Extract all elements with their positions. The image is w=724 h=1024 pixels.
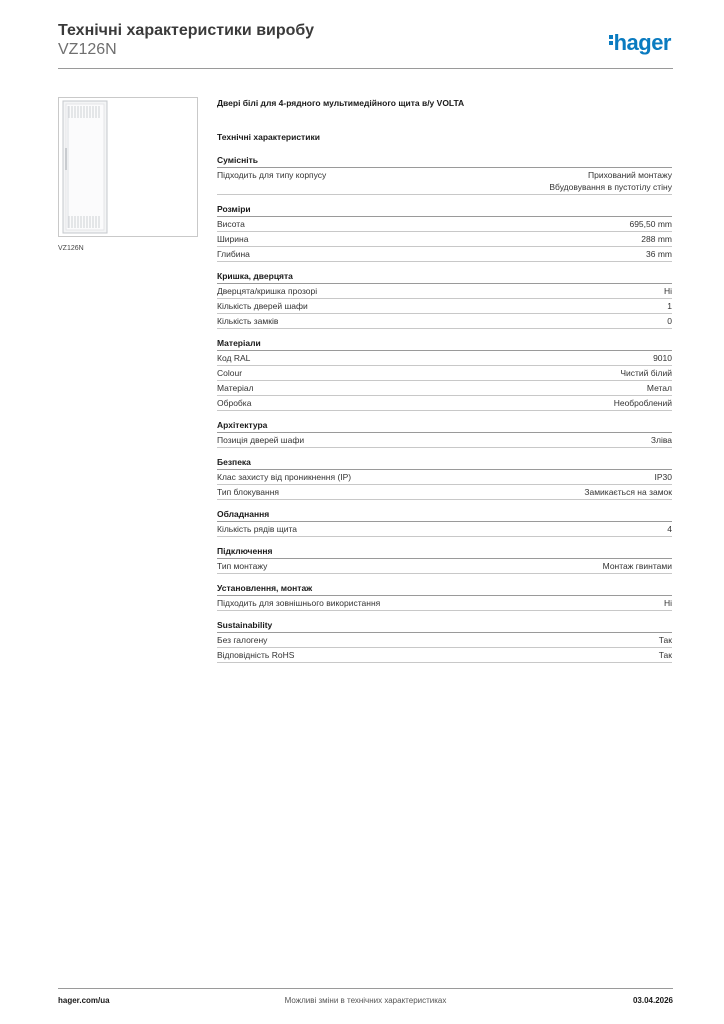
spec-row (217, 168, 672, 195)
spec-row (217, 232, 672, 247)
section-safety (217, 456, 672, 500)
section-heading: Установлення, монтаж (217, 582, 672, 596)
section-compatibility (217, 154, 672, 195)
section-connection (217, 545, 672, 574)
spec-row (217, 381, 672, 396)
spec-row (217, 633, 672, 648)
header-divider (58, 68, 673, 69)
spec-value: Метал (646, 383, 672, 393)
spec-row (217, 247, 672, 262)
spec-value: Монтаж гвинтами (602, 561, 672, 571)
spec-row (217, 648, 672, 663)
footer-date: 03.04.2026 (632, 996, 673, 1005)
spec-label: Без галогену (217, 635, 268, 645)
spec-value: Так (658, 650, 672, 660)
spec-content (217, 96, 672, 671)
spec-label: Кількість замків (217, 316, 279, 326)
spec-label: Відповідність RoHS (217, 650, 295, 660)
spec-label: Тип монтажу (217, 561, 268, 571)
spec-value: 695,50 mm (629, 219, 672, 229)
spec-row (217, 596, 672, 611)
footer-note: Можливі зміни в технічних характеристиках (284, 996, 447, 1005)
spec-row (217, 314, 672, 329)
logo-text: hager (613, 30, 671, 55)
spec-label: Висота (217, 219, 245, 229)
section-cover-door (217, 270, 672, 329)
product-code: VZ126N (58, 41, 117, 58)
spec-row (217, 396, 672, 411)
spec-value: Ні (663, 598, 672, 608)
spec-row (217, 485, 672, 500)
spec-value: 288 mm (641, 234, 672, 244)
spec-value-line: Вбудовування в пустотілу стіну (549, 182, 672, 192)
section-heading: Підключення (217, 545, 672, 559)
product-title: Двері білі для 4-рядного мультимедійного щита в/у VOLTA (217, 98, 465, 108)
footer-divider (58, 988, 673, 989)
section-dimensions (217, 203, 672, 262)
section-installation (217, 582, 672, 611)
section-heading: Матеріали (217, 337, 672, 351)
spec-label: Обробка (217, 398, 252, 408)
page-footer (58, 996, 673, 1008)
spec-label: Матеріал (217, 383, 254, 393)
section-heading: Sustainability (217, 619, 672, 633)
spec-row (217, 366, 672, 381)
spec-value: IP30 (654, 472, 672, 482)
spec-label: Глибина (217, 249, 250, 259)
section-sustainability (217, 619, 672, 663)
spec-value: 9010 (653, 353, 672, 363)
section-equipment (217, 508, 672, 537)
spec-label: Код RAL (217, 353, 251, 363)
spec-label: Кількість дверей шафи (217, 301, 308, 311)
spec-row (217, 559, 672, 574)
hager-logo[interactable] (609, 30, 671, 56)
section-materials (217, 337, 672, 411)
spec-heading: Технічні характеристики (217, 132, 320, 142)
spec-label: Позиція дверей шафи (217, 435, 305, 445)
spec-value: Так (658, 635, 672, 645)
spec-value: 36 mm (646, 249, 672, 259)
section-architecture (217, 419, 672, 448)
spec-label: Клас захисту від проникнення (IP) (217, 472, 352, 482)
spec-value: 1 (667, 301, 672, 311)
spec-value: Замикається на замок (584, 487, 672, 497)
spec-row (217, 470, 672, 485)
spec-row (217, 433, 672, 448)
footer-website-link[interactable]: hager.com/ua (58, 996, 110, 1005)
section-heading: Сумісніть (217, 154, 672, 168)
spec-value: 4 (667, 524, 672, 534)
page-title: Технічні характеристики виробу (58, 22, 314, 39)
spec-row (217, 522, 672, 537)
product-image (58, 97, 198, 237)
spec-row (217, 217, 672, 232)
spec-row (217, 284, 672, 299)
spec-label: Ширина (217, 234, 249, 244)
spec-label: Підходить для зовнішнього використання (217, 598, 381, 608)
spec-sections (217, 154, 672, 663)
spec-label: Кількість рядів щита (217, 524, 297, 534)
spec-label: Тип блокування (217, 487, 280, 497)
spec-row (217, 299, 672, 314)
logo-dots-icon (609, 33, 613, 47)
spec-value-line: Прихований монтажу (588, 170, 672, 180)
spec-value: Зліва (650, 435, 672, 445)
spec-value: Ні (663, 286, 672, 296)
spec-label: Підходить для типу корпусу (217, 170, 327, 180)
spec-label: Дверцята/кришка прозорі (217, 286, 318, 296)
page-header (58, 22, 673, 68)
section-heading: Розміри (217, 203, 672, 217)
section-heading: Архітектура (217, 419, 672, 433)
spec-value: 0 (667, 316, 672, 326)
spec-label: Colour (217, 368, 243, 378)
door-panel-illustration (59, 98, 197, 236)
section-heading: Безпека (217, 456, 672, 470)
image-caption: VZ126N (58, 245, 84, 252)
spec-value: Необроблений (613, 398, 672, 408)
spec-row (217, 351, 672, 366)
spec-value (549, 169, 672, 193)
spec-value: Чистий білий (620, 368, 672, 378)
section-heading: Обладнання (217, 508, 672, 522)
section-heading: Кришка, дверцята (217, 270, 672, 284)
